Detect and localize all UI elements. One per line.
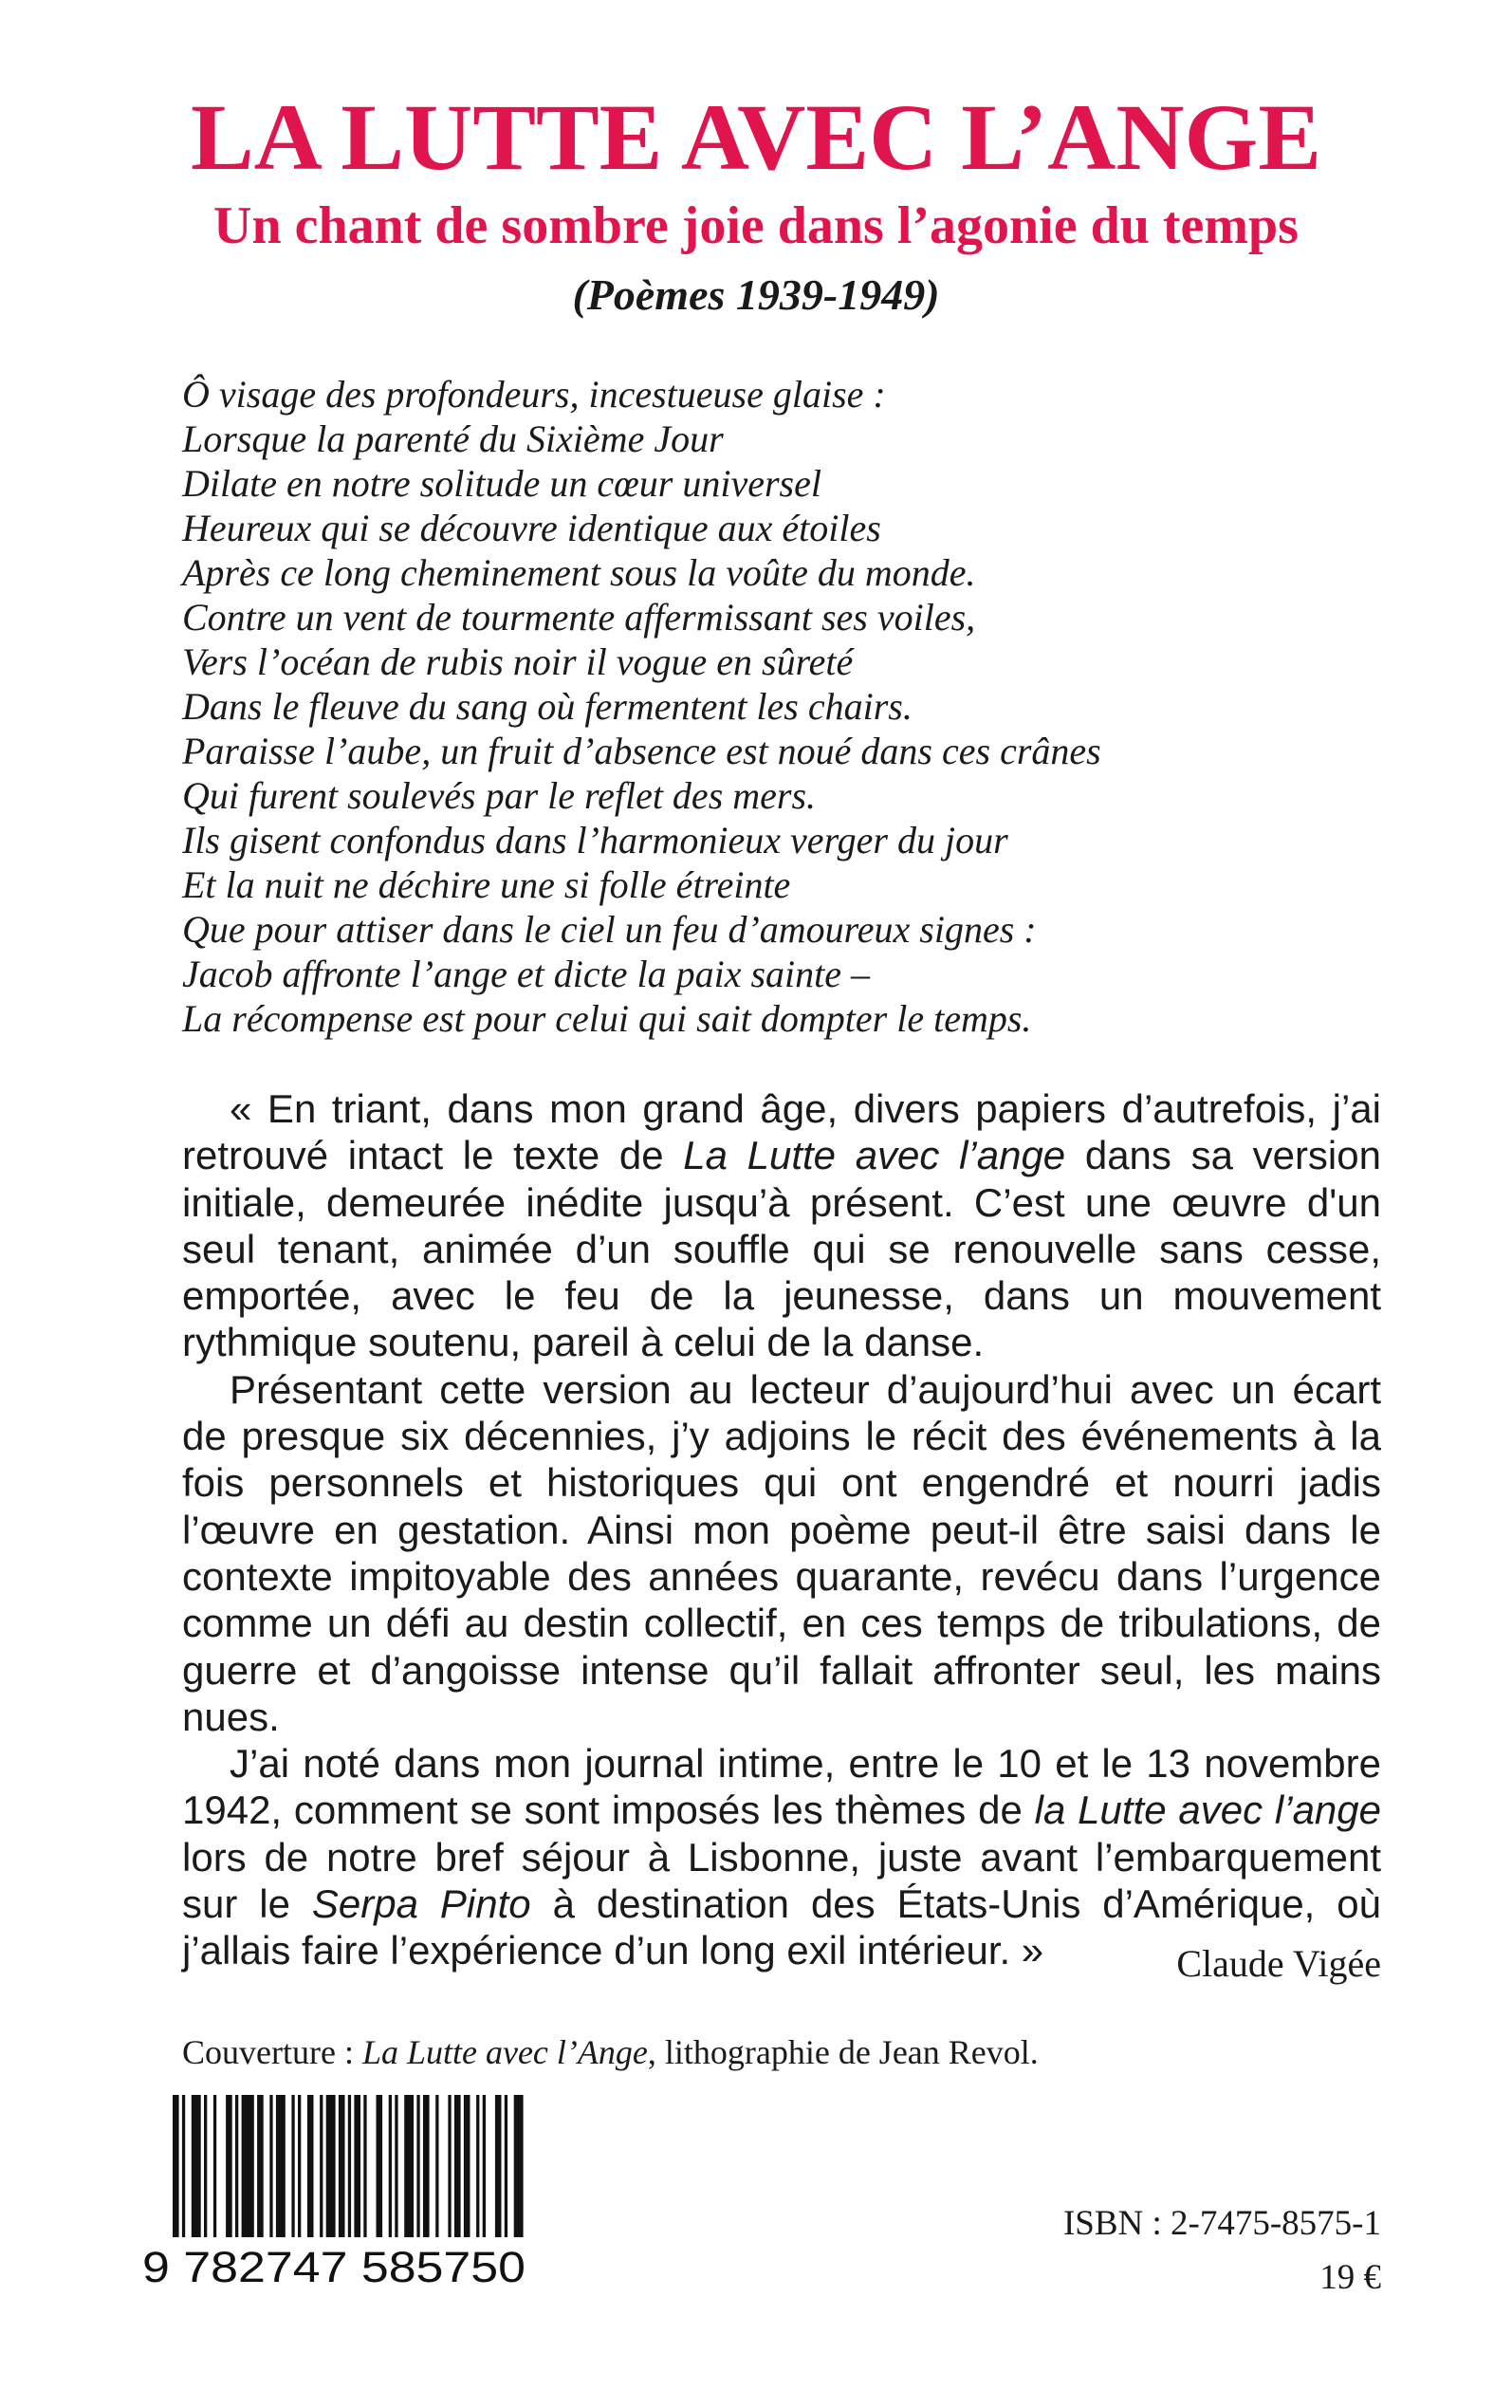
poem-line: Que pour attiser dans le ciel un feu d’amoureux signes : xyxy=(182,908,1037,951)
barcode-bar xyxy=(505,2095,507,2237)
barcode-bar xyxy=(226,2095,232,2237)
cover-artwork-title: La Lutte avec l’Ange xyxy=(361,2033,648,2071)
barcode-bar xyxy=(242,2095,254,2237)
barcode-bar xyxy=(395,2095,397,2237)
barcode-bar xyxy=(377,2095,383,2237)
barcode-bar xyxy=(192,2095,201,2237)
barcode-bar xyxy=(495,2095,502,2237)
poem-line: Qui furent soulevés par le reflet des mers. xyxy=(182,774,817,817)
barcode-bar xyxy=(435,2095,438,2237)
barcode-bar xyxy=(464,2095,470,2237)
barcode-bar xyxy=(298,2095,301,2237)
barcode-bar xyxy=(348,2095,351,2237)
barcode-bar xyxy=(326,2095,336,2237)
cover-credit: Couverture : La Lutte avec l’Ange, lithographie de Jean Revol. xyxy=(182,2033,1039,2071)
ship-name: Serpa Pinto xyxy=(311,1881,531,1927)
price: 19 € xyxy=(1319,2258,1381,2297)
poem-line: Contre un vent de tourmente affermissant ses voiles, xyxy=(182,596,976,639)
book-title-reference: la Lutte avec l’ange xyxy=(1034,1787,1382,1833)
author-signature: Claude Vigée xyxy=(1176,1942,1381,1985)
book-dates: (Poèmes 1939-1949) xyxy=(572,270,940,319)
barcode-bar xyxy=(291,2095,294,2237)
barcode-bar xyxy=(363,2095,366,2237)
barcode-bar xyxy=(182,2095,185,2237)
poem-line: Et la nuit ne déchire une si folle étreinte xyxy=(182,863,791,906)
barcode-bar xyxy=(483,2095,486,2237)
poem-excerpt xyxy=(182,372,1368,1041)
poem-line: La récompense est pour celui qui sait dompter le temps. xyxy=(182,997,1032,1040)
isbn: ISBN : 2-7475-8575-1 xyxy=(1062,2204,1381,2243)
barcode-bar xyxy=(213,2095,216,2237)
poem-line: Jacob affronte l’ange et dicte la paix sainte – xyxy=(182,953,870,995)
barcode-digits: 9 782747 585750 xyxy=(142,2243,526,2287)
poem-line: Après ce long cheminement sous la voûte du monde. xyxy=(182,551,976,594)
barcode-bar xyxy=(476,2095,479,2237)
poem-line: Vers l’océan de rubis noir il vogue en sûreté xyxy=(182,640,854,683)
barcode-bars xyxy=(173,2095,524,2237)
poem-line: Heureux qui se découvre identique aux étoiles xyxy=(182,507,881,549)
poem-line: Paraisse l’aube, un fruit d’absence est noué dans ces crânes xyxy=(182,730,1101,772)
barcode-bar xyxy=(320,2095,323,2237)
barcode-bar xyxy=(204,2095,207,2237)
barcode-bar xyxy=(173,2095,179,2237)
poem-line: Ô visage des profondeurs, incestueuse glaise : xyxy=(182,373,886,416)
blurb-paragraph: J’ai noté dans mon journal intime, entre le 10 et le 13 novembre 1942, comment se sont imposés les thèmes de la Lutte avec l’ange lors de notre bref séjour à Lisbonne, juste avant l’embarquement sur le Serpa Pinto à destination des États-Unis d’Amérique, où j’allais faire l’expérience d’un long exil intérieur. » xyxy=(182,1741,1382,1973)
barcode-bar xyxy=(404,2095,414,2237)
barcode-bar xyxy=(423,2095,430,2237)
poem-line: Lorsque la parenté du Sixième Jour xyxy=(182,417,724,460)
book-title: LA LUTTE AVEC L’ANGE xyxy=(190,84,1322,190)
blurb-text xyxy=(182,1085,1381,1974)
barcode-bar xyxy=(257,2095,264,2237)
barcode-bar xyxy=(276,2095,286,2237)
poem-line: Dans le fleuve du sang où fermentent les chairs. xyxy=(182,685,913,728)
barcode-bar xyxy=(235,2095,238,2237)
barcode-bar xyxy=(307,2095,314,2237)
blurb-paragraph: Présentant cette version au lecteur d’aujourd’hui avec un écart de presque six décennies, j’y adjoins le récit des événements à la fois personnels et historiques qui ont engendré et nourri jadis l’œuvre en gestation. Ainsi mon poème peut-il être saisi dans le contexte impitoyable des années quarante, revécu dans l’urgence comme un défi au destin collectif, en ces temps de tribulations, de guerre et d’angoisse intense qu’il fallait affronter seul, les mains nues. xyxy=(182,1366,1381,1739)
barcode-bar xyxy=(514,2095,524,2237)
poem-line: Dilate en notre solitude un cœur universel xyxy=(182,462,821,505)
book-title-reference: La Lutte avec l’ange xyxy=(683,1133,1066,1178)
barcode-bar xyxy=(448,2095,451,2237)
blurb-paragraph: « En triant, dans mon grand âge, divers papiers d’autrefois, j’ai retrouvé intact le texte de La Lutte avec l’ange dans sa version initiale, demeurée inédite jusqu’à présent. C’est une œuvre d'un seul tenant, animée d’un souffle qui se renouvelle sans cesse, emportée, avec le feu de la jeunesse, dans un mouvement rythmique soutenu, pareil à celui de la danse. xyxy=(182,1086,1381,1365)
barcode-bar xyxy=(454,2095,461,2237)
book-subtitle: Un chant de sombre joie dans l’agonie du temps xyxy=(213,196,1299,255)
barcode-bar xyxy=(354,2095,360,2237)
barcode-bar xyxy=(389,2095,392,2237)
barcode-bar xyxy=(416,2095,419,2237)
poem-line: Ils gisent confondus dans l’harmonieux verger du jour xyxy=(182,819,1008,861)
barcode-bar xyxy=(339,2095,345,2237)
barcode xyxy=(140,2095,527,2287)
barcode-bar xyxy=(269,2095,272,2237)
